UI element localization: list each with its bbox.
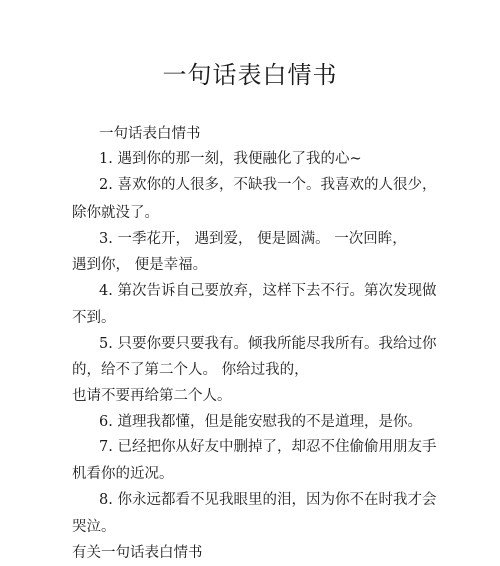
text-line-5a: 5. 只要你要只要我有。倾我所能尽我所有。我给过你: [99, 336, 437, 352]
text-line-6: 6. 道理我都懂，但是能安慰我的不是道理，是你。: [99, 414, 422, 430]
text-line-5b: 的，给不了第二个人。 你给过我的，: [72, 362, 309, 378]
text-line-7b: 机看你的近况。: [72, 466, 174, 482]
text-line-3b: 遇到你， 便是幸福。: [72, 257, 208, 273]
text-line-7a: 7. 已经把你从好友中删掉了，却忍不住偷偷用朋友手: [99, 439, 437, 455]
subtitle-line: 一句话表白情书: [99, 126, 201, 142]
text-line-4a: 4. 第次告诉自己要放弃，这样下去不行。第次发现做: [99, 283, 437, 299]
document-title: 一句话表白情书: [162, 61, 338, 89]
text-line-4b: 不到。: [72, 310, 116, 326]
text-line-1: 1. 遇到你的那一刻，我便融化了我的心~: [99, 151, 362, 167]
text-line-8a: 8. 你永远都看不见我眼里的泪，因为你不在时我才会: [99, 492, 437, 508]
text-line-8b: 哭泣。: [72, 519, 116, 535]
text-line-5c: 也请不要再给第二个人。: [72, 388, 232, 404]
text-line-2b: 除你就没了。: [72, 205, 159, 221]
text-line-2a: 2. 喜欢你的人很多，不缺我一个。我喜欢的人很少，: [99, 177, 437, 193]
section-heading: 有关一句话表白情书: [72, 545, 203, 561]
text-line-3a: 3. 一季花开， 遇到爱， 便是圆满。 一次回眸，: [99, 231, 407, 247]
